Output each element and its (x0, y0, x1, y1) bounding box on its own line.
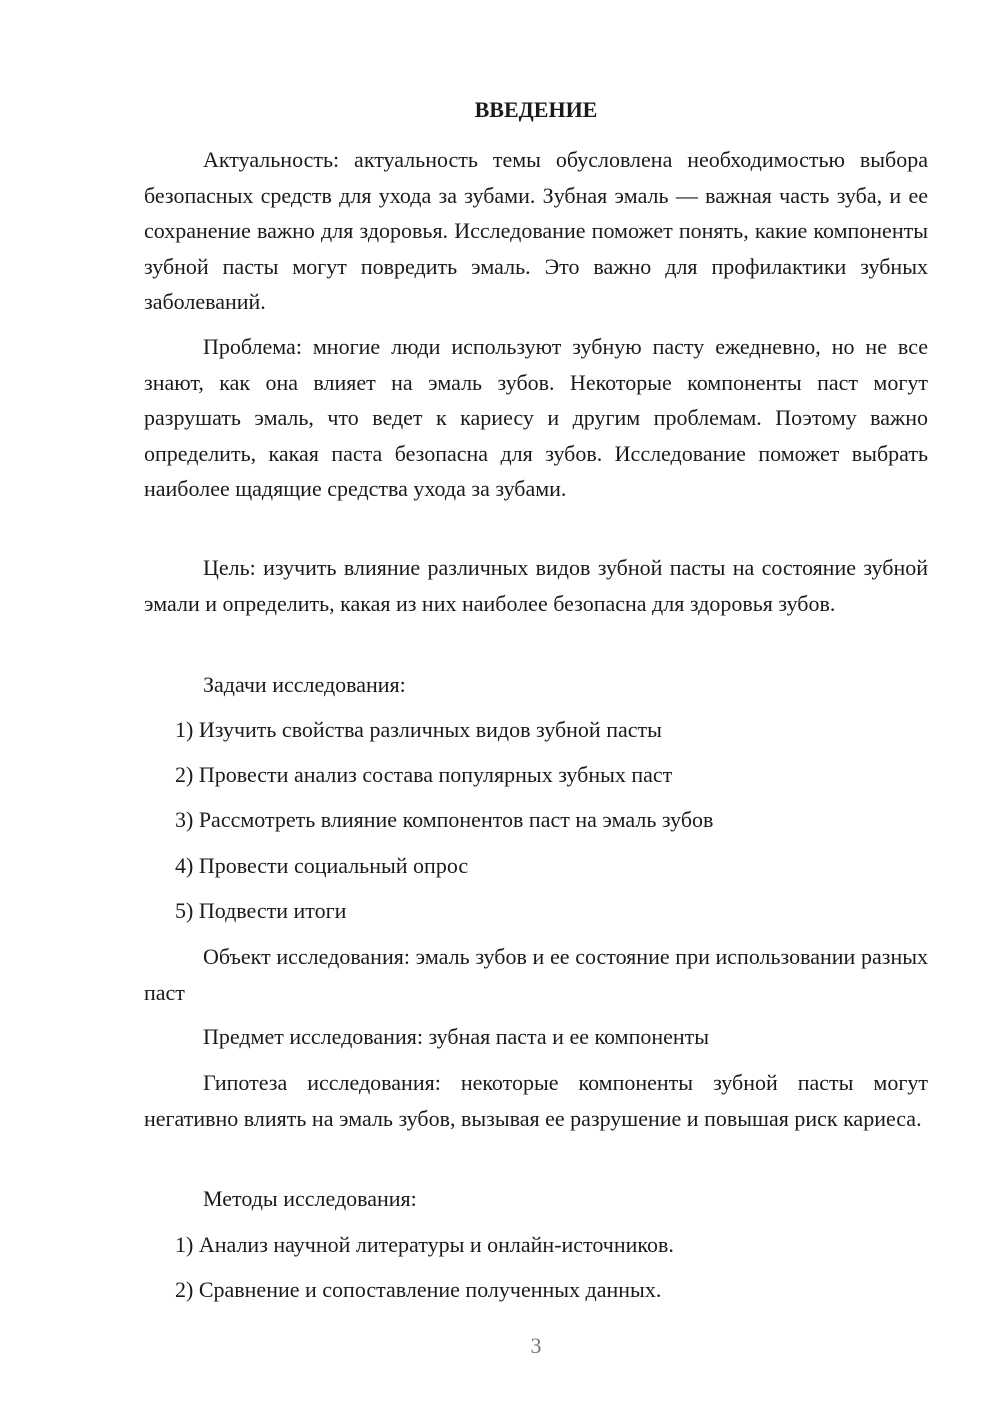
page-number: 3 (530, 1333, 542, 1358)
subject-paragraph: Предмет исследования: зубная паста и ее компоненты (203, 1024, 710, 1049)
task-item: 1) Изучить свойства различных видов зубной пасты (175, 717, 662, 742)
method-item: 1) Анализ научной литературы и онлайн-источников. (175, 1232, 674, 1257)
task-item: 2) Провести анализ состава популярных зубных паст (175, 762, 673, 787)
relevance-paragraph: Актуальность: актуальность темы обусловлена необходимостью выбора безопасных средств для ухода за зубами. Зубная эмаль — важная часть зуба, и ее сохранение важно для здоровья. Исследование поможет понять, какие компоненты зубной пасты могут повредить эмаль. Это важно для профилактики зубных заболеваний. (144, 147, 928, 314)
object-paragraph: Объект исследования: эмаль зубов и ее состояние при использовании разных паст (144, 944, 928, 1005)
page-title: ВВЕДЕНИЕ (474, 97, 598, 122)
method-item: 2) Сравнение и сопоставление полученных данных. (175, 1277, 662, 1302)
task-item: 3) Рассмотреть влияние компонентов паст на эмаль зубов (175, 807, 714, 832)
task-item: 4) Провести социальный опрос (175, 853, 469, 878)
goal-paragraph: Цель: изучить влияние различных видов зубной пасты на состояние зубной эмали и определить, какая из них наиболее безопасна для здоровья зубов. (144, 555, 928, 616)
task-item: 5) Подвести итоги (175, 898, 347, 923)
tasks-heading: Задачи исследования: (203, 672, 406, 697)
hypothesis-paragraph: Гипотеза исследования: некоторые компоненты зубной пасты могут негативно влиять на эмаль зубов, вызывая ее разрушение и повышая риск кариеса. (144, 1070, 928, 1131)
problem-paragraph: Проблема: многие люди используют зубную пасту ежедневно, но не все знают, как она влияет на эмаль зубов. Некоторые компоненты паст могут разрушать эмаль, что ведет к кариесу и другим проблемам. Поэтому важно определить, какая паста безопасна для зубов. Исследование поможет выбрать наиболее щадящие средства ухода за зубами. (144, 334, 928, 501)
methods-heading: Методы исследования: (203, 1186, 417, 1211)
